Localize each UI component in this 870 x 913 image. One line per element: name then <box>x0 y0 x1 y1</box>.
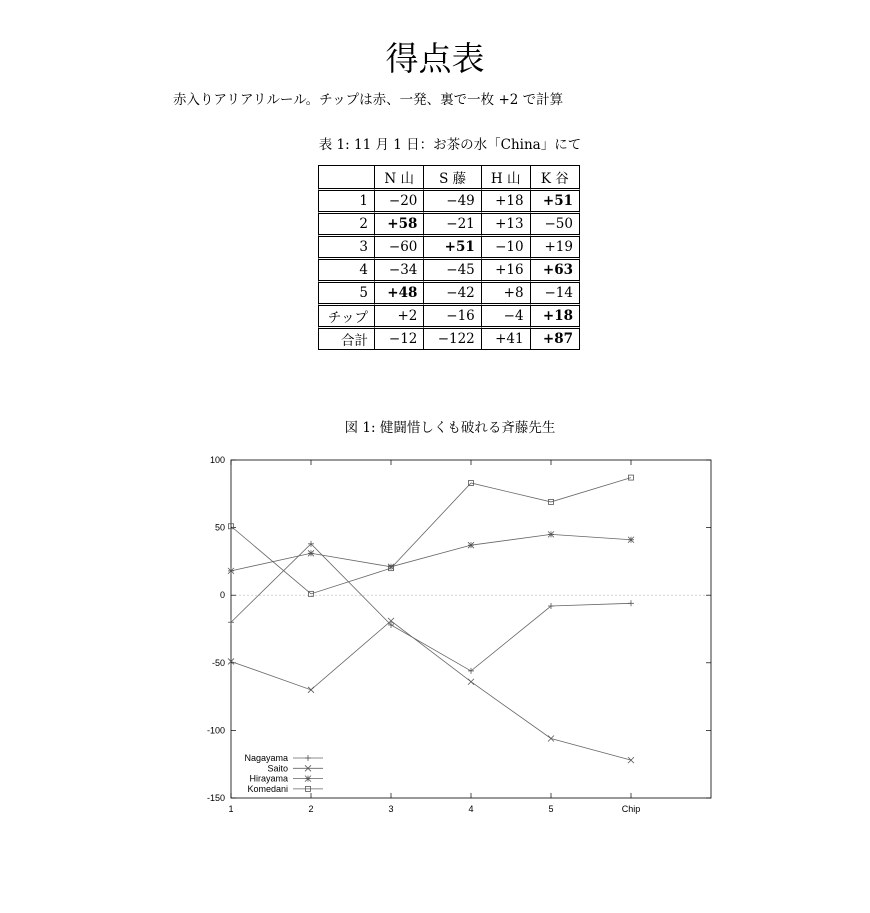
y-tick-label: -100 <box>206 725 225 736</box>
score-cell: −12 <box>375 326 424 350</box>
score-cell: +58 <box>375 211 424 234</box>
score-cell: −50 <box>531 211 580 234</box>
row-label: 合計 <box>318 326 375 350</box>
x-tick-label: 2 <box>308 804 314 814</box>
legend-label: Komedani <box>247 783 288 794</box>
score-cell: −10 <box>482 234 531 257</box>
header-cell: K 谷 <box>531 165 580 188</box>
row-label: 1 <box>318 188 375 211</box>
legend-marker <box>305 755 311 761</box>
score-cell: +2 <box>375 303 424 326</box>
legend-label: Nagayama <box>244 753 288 763</box>
score-cell: +48 <box>375 280 424 303</box>
score-cell: +51 <box>531 188 580 211</box>
y-tick-label: -150 <box>206 793 225 803</box>
score-cell: +18 <box>531 303 580 326</box>
row-label: 4 <box>318 257 375 280</box>
plot-frame <box>231 460 711 798</box>
data-point-hirayama <box>308 550 314 556</box>
table-caption: 表 1: 11 月 1 日：お茶の水「China」にて <box>318 137 582 153</box>
x-tick-label: Chip <box>621 804 641 814</box>
header-cell: H 山 <box>482 165 531 188</box>
data-point-hirayama <box>628 537 634 543</box>
legend-marker <box>305 776 311 782</box>
score-cell: −42 <box>424 280 481 303</box>
y-tick-label: -50 <box>211 657 225 668</box>
x-tick-label: 4 <box>468 804 474 814</box>
score-cell: +41 <box>482 326 531 350</box>
y-tick-label: 100 <box>209 455 225 465</box>
x-tick-label: 1 <box>228 804 234 814</box>
legend-label: Hirayama <box>249 773 288 784</box>
score-cell: −21 <box>424 211 481 234</box>
row-label: 3 <box>318 234 375 257</box>
score-cell: −14 <box>531 280 580 303</box>
score-cell: +63 <box>531 257 580 280</box>
legend-label: Saito <box>267 763 288 774</box>
y-tick-label: 0 <box>219 590 225 601</box>
score-cell: −16 <box>424 303 481 326</box>
score-cell: −4 <box>482 303 531 326</box>
series-line-saito <box>231 621 631 760</box>
score-cell: +19 <box>531 234 580 257</box>
data-point-saito <box>548 736 554 742</box>
score-cell: −49 <box>424 188 481 211</box>
row-label: 5 <box>318 280 375 303</box>
data-point-hirayama <box>468 542 474 548</box>
x-tick-label: 3 <box>388 804 394 814</box>
data-point-saito <box>628 757 634 763</box>
data-point-saito <box>468 679 474 685</box>
data-point-saito <box>308 687 314 693</box>
series-line-hirayama <box>231 534 631 571</box>
figure-caption: 図 1: 健闘惜しくも破れる斉藤先生 <box>344 420 556 436</box>
row-label: チップ <box>318 303 375 326</box>
data-point-hirayama <box>548 531 554 537</box>
header-cell: S 藤 <box>424 165 481 188</box>
score-cell: +8 <box>482 280 531 303</box>
score-cell: +51 <box>424 234 481 257</box>
series-line-nagayama <box>231 544 631 671</box>
data-point-hirayama <box>228 568 234 574</box>
header-cell: N 山 <box>375 165 424 188</box>
score-cell: +13 <box>482 211 531 234</box>
score-cell: −122 <box>424 326 481 350</box>
data-point-nagayama <box>628 600 634 606</box>
x-tick-label: 5 <box>548 804 554 814</box>
score-cell: −20 <box>375 188 424 211</box>
score-cell: −34 <box>375 257 424 280</box>
intro-paragraph: 赤入りアリアリルール。チップは赤、一発、裏で一枚 +2 で計算 <box>173 92 564 108</box>
score-cell: −45 <box>424 257 481 280</box>
score-cell: +87 <box>531 326 580 350</box>
y-tick-label: 50 <box>214 522 225 533</box>
row-label: 2 <box>318 211 375 234</box>
score-cell: +18 <box>482 188 531 211</box>
document-title: 得点表 <box>385 39 485 78</box>
score-cell: +16 <box>482 257 531 280</box>
score-cell: −60 <box>375 234 424 257</box>
